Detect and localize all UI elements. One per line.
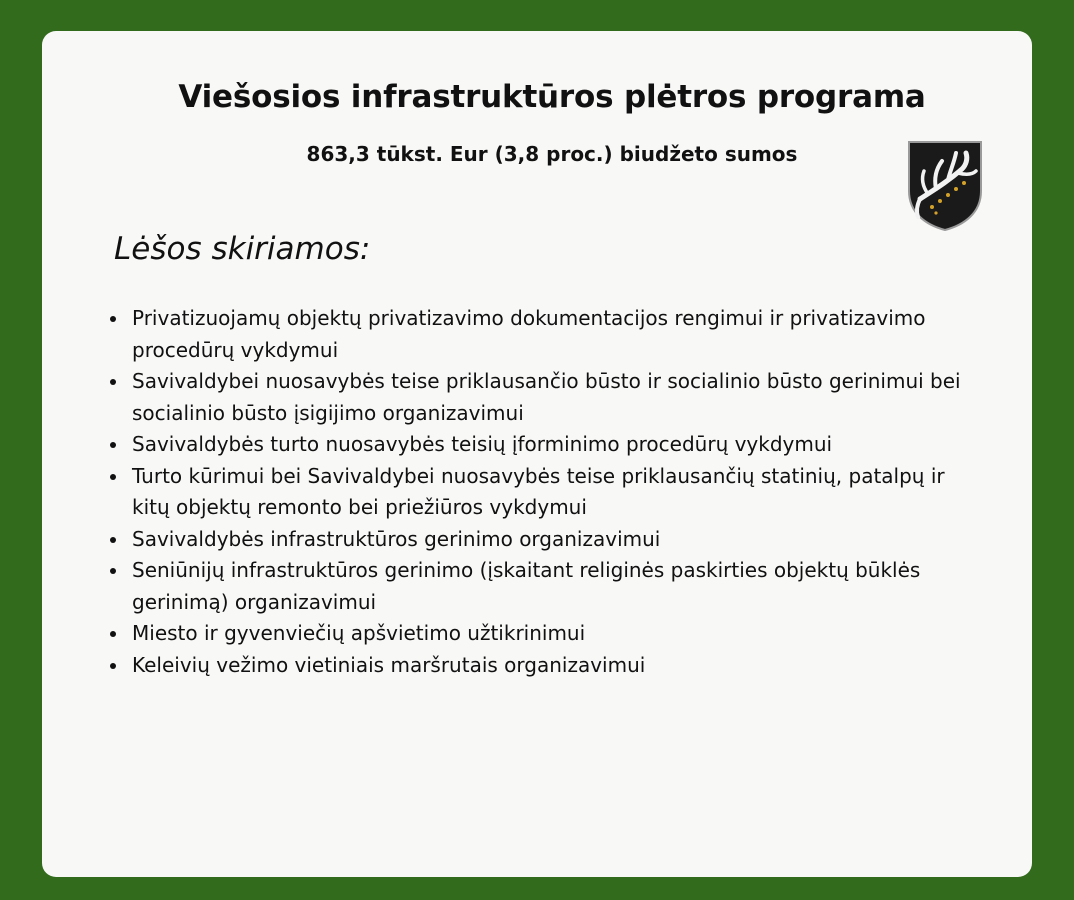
list-item: Privatizuojamų objektų privatizavimo dokumentacijos rengimui ir privatizavimo procedūrų vykdymui xyxy=(132,303,982,366)
content-card xyxy=(42,31,1032,877)
budget-subtitle: 863,3 tūkst. Eur (3,8 proc.) biudžeto sumos xyxy=(306,142,798,166)
list-item: Savivaldybei nuosavybės teise priklausančio būsto ir socialinio būsto gerinimui bei socialinio būsto įsigijimo organizavimui xyxy=(132,366,982,429)
section-heading: Lėšos skiriamos: xyxy=(114,231,371,267)
list-item: Keleivių vežimo vietiniais maršrutais organizavimui xyxy=(132,650,982,682)
list-item: Savivaldybės turto nuosavybės teisių įforminimo procedūrų vykdymui xyxy=(132,429,982,461)
page-title: Viešosios infrastruktūros plėtros programa xyxy=(178,79,926,115)
list-item: Savivaldybės infrastruktūros gerinimo organizavimui xyxy=(132,524,982,556)
list-item: Seniūnijų infrastruktūros gerinimo (įskaitant religinės paskirties objektų būklės gerinimą) organizavimui xyxy=(132,555,982,618)
list-item: Miesto ir gyvenviečių apšvietimo užtikrinimui xyxy=(132,618,982,650)
list-item: Turto kūrimui bei Savivaldybei nuosavybės teise priklausančių statinių, patalpų ir kitų objektų remonto bei priežiūros vykdymui xyxy=(132,461,982,524)
funding-list xyxy=(110,303,982,681)
coat-of-arms-icon xyxy=(906,139,984,232)
